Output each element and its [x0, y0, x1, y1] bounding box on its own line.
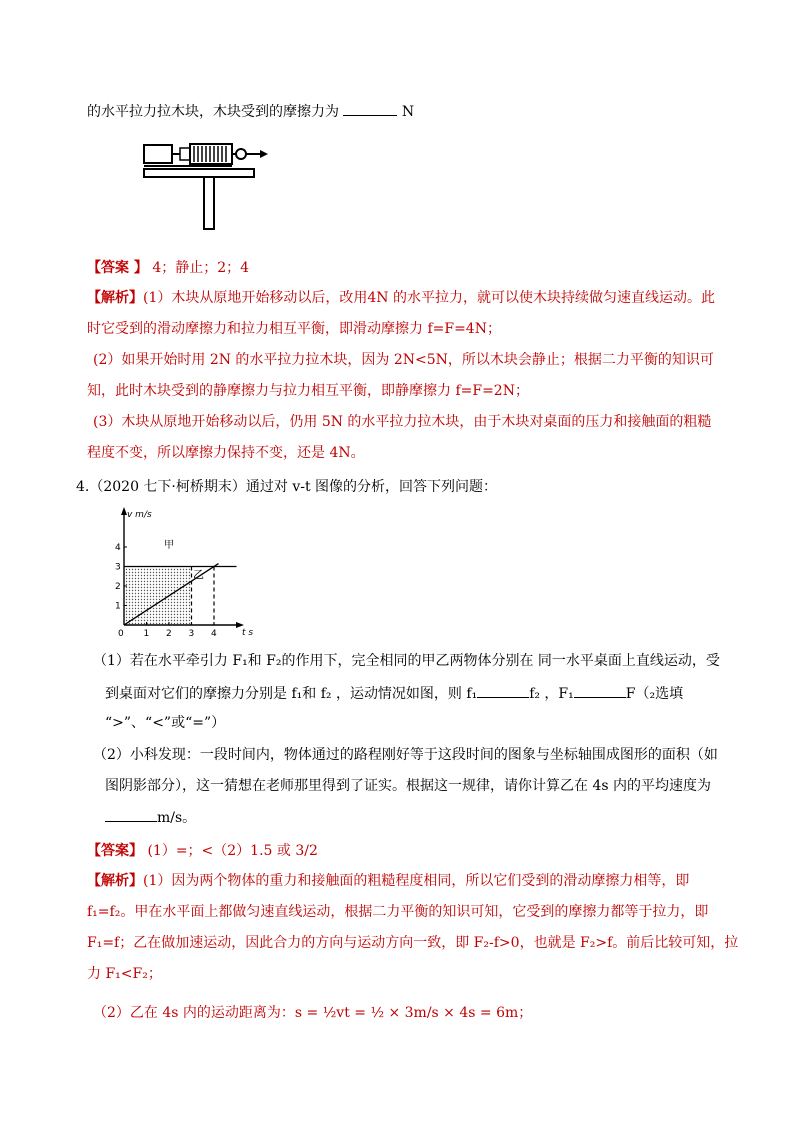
q4-stem: 4.（2020 七下·柯桥期末）通过对 v-t 图像的分析，回答下列问题：	[76, 479, 498, 495]
block-on-table-figure	[136, 135, 276, 230]
series-label-yi: 乙	[193, 568, 204, 581]
shaded-area	[124, 567, 192, 626]
q4-part1-line: “>”、“<”或“=”）	[105, 715, 226, 731]
x-tick-label: 0	[118, 629, 124, 639]
x-axis-label: t s	[242, 628, 254, 638]
x-tick-label: 1	[143, 629, 150, 639]
y-tick-label: 3	[115, 562, 121, 573]
y-tick-label: 4	[115, 543, 121, 553]
q4-analysis-last: （2）乙在 4s 内的运动距离为：s = ½vt = ½ × 3m/s × 4s = 6m；	[93, 1005, 533, 1021]
q3-blank[interactable]	[343, 101, 397, 116]
x-tick-label: 2	[166, 629, 172, 639]
q4-analysis-line: 力 F₁<F₂；	[87, 966, 162, 982]
q4-analysis-line: f₁=f₂。甲在水平面上都做匀速直线运动，根据二力平衡的知识可知，它受到的摩擦力都等于拉力，即	[87, 904, 709, 920]
q4-blank-speed[interactable]	[105, 807, 157, 822]
q3-analysis-line: 知，此时木块受到的静摩擦力与拉力相互平衡，即静摩擦力 f=F=2N；	[87, 383, 529, 399]
vt-chart	[110, 505, 270, 640]
q3-analysis-line: (3）木块从原地开始移动以后，仍用 5N 的水平拉力拉木块，由于木块对桌面的压力和接触面的粗糙	[93, 414, 712, 430]
series-label-jia: 甲	[164, 540, 174, 551]
q4-analysis-line: F₁=f；乙在做加速运动，因此合力的方向与运动方向一致，即 F₂-f>0，也就是 F₂>f。前后比较可知，拉	[87, 935, 739, 951]
y-tick-label: 1	[115, 601, 121, 612]
q3-question-line: 的水平拉力拉木块，木块受到的摩擦力为 N	[87, 101, 414, 122]
q3-answer: 【答案 】 4；静止；2；4	[87, 260, 250, 276]
y-axis-label: v m/s	[127, 510, 152, 520]
x-tick-label: 3	[188, 629, 195, 639]
q4-part2-line: 图阴影部分），这一猜想在老师那里得到了证实。根据这一规律，请你计算乙在 4s 内的平均速度为	[105, 778, 711, 794]
q4-blank-F[interactable]	[574, 683, 626, 698]
q3-analysis-line: (2）如果开始时用 2N 的水平拉力拉木块，因为 2N<5N，所以木块会静止；根据二力平衡的知识可	[93, 352, 714, 368]
q4-part1-line: （1）若在水平牵引力 F₁和 F₂的作用下，完全相同的甲乙两物体分别在 同一水平桌面上直线运动，受	[93, 653, 720, 669]
x-tick-label: 4	[211, 629, 217, 639]
y-tick-label: 2	[115, 582, 121, 592]
q3-analysis-line: 程度不变，所以摩擦力保持不变，还是 4N。	[87, 445, 365, 461]
q3-analysis-line: 【解析】(1）木块从原地开始移动以后，改用4N 的水平拉力，就可以使木块持续做匀速直线运动。此	[87, 290, 715, 306]
q4-part2-line: （2）小科发现：一段时间内，物体通过的路程刚好等于这段时间的图象与坐标轴围成图形的面积（如	[93, 747, 718, 763]
q4-part1-line: 到桌面对它们的摩擦力分别是 f₁和 f₂ ，运动情况如图，则 f₁ f₂ ，F₁ F（₂选填	[105, 683, 683, 704]
q4-answer: 【答案】 (1）=；<（2）1.5 或 3/2	[87, 843, 318, 859]
q3-analysis-line: 时它受到的滑动摩擦力和拉力相互平衡，即滑动摩擦力 f=F=4N；	[87, 321, 501, 337]
q4-part2-line: m/s。	[105, 807, 196, 828]
q4-blank-f[interactable]	[477, 683, 529, 698]
q4-analysis-line: 【解析】(1）因为两个物体的重力和接触面的粗糙程度相同，所以它们受到的滑动摩擦力相等，即	[87, 873, 690, 889]
